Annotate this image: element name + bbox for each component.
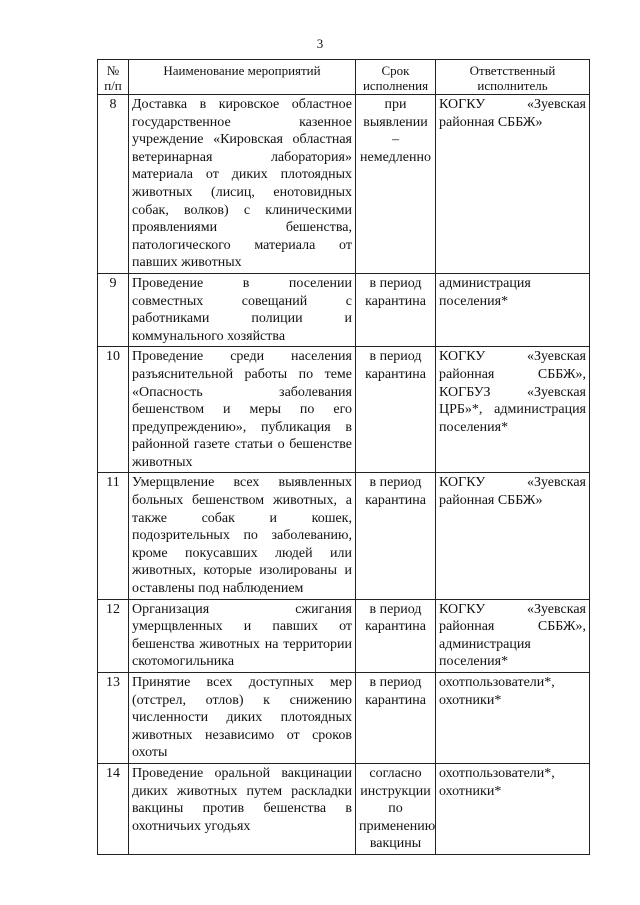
header-name: Наименование мероприятий [129, 60, 356, 95]
measures-table [97, 59, 590, 855]
row-number: 11 [98, 473, 129, 599]
row-term: при выявлении – немедленно [356, 95, 436, 274]
row-number: 9 [98, 273, 129, 346]
header-number: № п/п [98, 60, 129, 95]
row-responsible: администрация поселения* [436, 273, 590, 346]
row-term: в период карантина [356, 599, 436, 672]
header-term: Срок исполнения [356, 60, 436, 95]
table-row [98, 599, 590, 672]
table-row [98, 673, 590, 764]
table-row [98, 95, 590, 274]
table-row [98, 763, 590, 854]
row-responsible: охотпользователи*, охотники* [436, 673, 590, 764]
row-term: в период карантина [356, 473, 436, 599]
table-row [98, 273, 590, 346]
row-measure-name: Проведение в поселении совместных совещаний с работниками полиции и коммунального хозяйства [129, 273, 356, 346]
row-measure-name: Проведение среди населения разъяснительной работы по теме «Опасность заболевания бешенством и меры по его предупреждению», публикация в районной газете статьи о бешенстве животных [129, 347, 356, 473]
row-responsible: охотпользователи*, охотники* [436, 763, 590, 854]
row-number: 14 [98, 763, 129, 854]
row-responsible: КОГКУ «Зуевская районная СББЖ» [436, 473, 590, 599]
row-measure-name: Организация сжигания умерщвленных и павших от бешенства животных на территории скотомогильника [129, 599, 356, 672]
row-term: в период карантина [356, 273, 436, 346]
row-measure-name: Доставка в кировское областное государственное казенное учреждение «Кировская областная ветеринарная лаборатория» материала от диких плотоядных животных (лисиц, енотовидных собак, волков) с клиническими проявлениями бешенства, патологического материала от павших животных [129, 95, 356, 274]
header-responsible: Ответственный исполнитель [436, 60, 590, 95]
row-measure-name: Умерщвление всех выявленных больных бешенством животных, а также собак и кошек, подозрительных по заболеванию, кроме покусавших людей или животных, которые изолированы и оставлены под наблюдением [129, 473, 356, 599]
row-number: 12 [98, 599, 129, 672]
page-number: 3 [316, 36, 324, 51]
row-responsible: КОГКУ «Зуевская районная СББЖ», администрация поселения* [436, 599, 590, 672]
table-row [98, 473, 590, 599]
row-term: в период карантина [356, 673, 436, 764]
row-number: 13 [98, 673, 129, 764]
table-header-row [98, 60, 590, 95]
row-responsible: КОГКУ «Зуевская районная СББЖ» [436, 95, 590, 274]
row-term: в период карантина [356, 347, 436, 473]
row-measure-name: Принятие всех доступных мер (отстрел, отлов) к снижению численности диких плотоядных животных независимо от сроков охоты [129, 673, 356, 764]
row-responsible: КОГКУ «Зуевская районная СББЖ», КОГБУЗ «Зуевская ЦРБ»*, администрация поселения* [436, 347, 590, 473]
row-number: 8 [98, 95, 129, 274]
row-term: согласно инструкции по применению вакцины [356, 763, 436, 854]
row-measure-name: Проведение оральной вакцинации диких животных путем раскладки вакцины против бешенства в охотничьих угодьях [129, 763, 356, 854]
table-row [98, 347, 590, 473]
row-number: 10 [98, 347, 129, 473]
